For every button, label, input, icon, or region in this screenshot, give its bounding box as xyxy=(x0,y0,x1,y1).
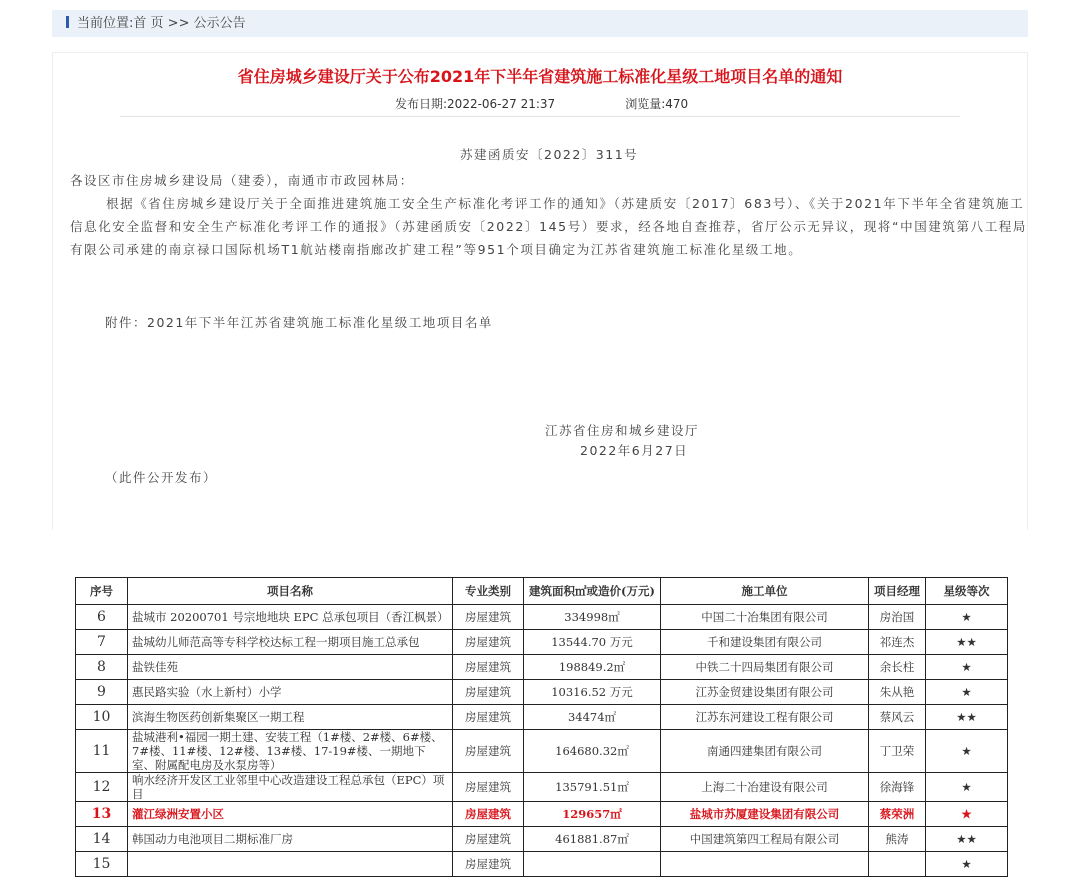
signer: 江苏省住房和城乡建设厅 xyxy=(545,423,700,438)
project-manager-cell: 房治国 xyxy=(869,605,926,630)
view-count: 浏览量:470 xyxy=(625,97,689,111)
row-number-cell: 15 xyxy=(76,852,128,877)
project-name-cell: 韩国动力电池项目二期标准厂房 xyxy=(128,827,453,852)
area-or-cost-cell: 198849.2㎡ xyxy=(524,655,661,680)
breadcrumb-current-link[interactable]: 公示公告 xyxy=(193,16,246,31)
table-row xyxy=(76,852,1008,877)
area-or-cost-cell: 461881.87㎡ xyxy=(524,827,661,852)
doc-number: 苏建函质安〔2022〕311号 xyxy=(460,147,639,162)
table-row xyxy=(76,630,1008,655)
project-manager-cell: 熊涛 xyxy=(869,827,926,852)
area-or-cost-cell: 129657㎡ xyxy=(524,802,661,827)
category-cell: 房屋建筑 xyxy=(453,705,524,730)
category-cell: 房屋建筑 xyxy=(453,730,524,773)
breadcrumb-marker-icon xyxy=(66,16,69,28)
row-number-cell: 10 xyxy=(76,705,128,730)
column-header: 专业类别 xyxy=(453,578,524,605)
row-number-cell: 7 xyxy=(76,630,128,655)
table-row xyxy=(76,705,1008,730)
page-title: 省住房城乡建设厅关于公布2021年下半年省建筑施工标准化星级工地项目名单的通知 xyxy=(237,67,843,86)
row-number-cell: 12 xyxy=(76,773,128,802)
table-row xyxy=(76,773,1008,802)
area-or-cost-cell: 164680.32㎡ xyxy=(524,730,661,773)
row-number-cell: 11 xyxy=(76,730,128,773)
project-manager-cell: 祁连杰 xyxy=(869,630,926,655)
sign-date: 2022年6月27日 xyxy=(580,443,689,458)
project-name-cell: 灌江绿洲安置小区 xyxy=(128,802,453,827)
contractor-cell: 中铁二十四局集团有限公司 xyxy=(661,655,869,680)
contractor-cell: 中国二十冶集团有限公司 xyxy=(661,605,869,630)
project-table xyxy=(75,577,1008,877)
project-name-cell: 滨海生物医药创新集聚区一期工程 xyxy=(128,705,453,730)
contractor-cell: 盐城市苏厦建设集团有限公司 xyxy=(661,802,869,827)
project-manager-cell xyxy=(869,852,926,877)
category-cell: 房屋建筑 xyxy=(453,630,524,655)
contractor-cell: 千和建设集团有限公司 xyxy=(661,630,869,655)
star-rating-cell: ★ xyxy=(926,605,1008,630)
star-rating-cell: ★★ xyxy=(926,630,1008,655)
category-cell: 房屋建筑 xyxy=(453,605,524,630)
article-panel xyxy=(52,52,1028,530)
contractor-cell: 南通四建集团有限公司 xyxy=(661,730,869,773)
contractor-cell xyxy=(661,852,869,877)
breadcrumb: 当前位置:首 页 >> 公示公告 xyxy=(52,10,1028,37)
project-name-cell xyxy=(128,852,453,877)
project-manager-cell: 蔡荣洲 xyxy=(869,802,926,827)
star-rating-cell: ★ xyxy=(926,730,1008,773)
star-rating-cell: ★ xyxy=(926,655,1008,680)
category-cell: 房屋建筑 xyxy=(453,827,524,852)
contractor-cell: 江苏东河建设工程有限公司 xyxy=(661,705,869,730)
row-number-cell: 13 xyxy=(76,802,128,827)
project-manager-cell: 蔡风云 xyxy=(869,705,926,730)
project-manager-cell: 丁卫荣 xyxy=(869,730,926,773)
star-rating-cell: ★★ xyxy=(926,705,1008,730)
project-name-cell: 盐铁佳苑 xyxy=(128,655,453,680)
star-rating-cell: ★ xyxy=(926,852,1008,877)
area-or-cost-cell: 334998㎡ xyxy=(524,605,661,630)
column-header: 星级等次 xyxy=(926,578,1008,605)
area-or-cost-cell: 10316.52 万元 xyxy=(524,680,661,705)
table-row xyxy=(76,827,1008,852)
area-or-cost-cell: 135791.51㎡ xyxy=(524,773,661,802)
article-meta xyxy=(395,95,758,112)
project-name-cell: 惠民路实验（水上新村）小学 xyxy=(128,680,453,705)
column-header: 项目名称 xyxy=(128,578,453,605)
category-cell: 房屋建筑 xyxy=(453,773,524,802)
contractor-cell: 中国建筑第四工程局有限公司 xyxy=(661,827,869,852)
salutation: 各设区市住房城乡建设局（建委），南通市市政园林局： xyxy=(70,173,414,188)
star-rating-cell: ★ xyxy=(926,802,1008,827)
column-header: 施工单位 xyxy=(661,578,869,605)
publish-date: 发布日期:2022-06-27 21:37 xyxy=(395,97,556,111)
project-manager-cell: 朱从艳 xyxy=(869,680,926,705)
project-name-cell: 盐城港利•福园一期土建、安装工程（1#楼、2#楼、6#楼、7#楼、11#楼、12#楼、13#楼、17-19#楼、一期地下室、附属配电房及水泵房等） xyxy=(128,730,453,773)
table-row xyxy=(76,655,1008,680)
column-header: 项目经理 xyxy=(869,578,926,605)
category-cell: 房屋建筑 xyxy=(453,802,524,827)
star-rating-cell: ★ xyxy=(926,680,1008,705)
attachment-link[interactable]: 附件：2021年下半年江苏省建筑施工标准化星级工地项目名单 xyxy=(105,315,493,330)
table-row xyxy=(76,605,1008,630)
category-cell: 房屋建筑 xyxy=(453,852,524,877)
row-number-cell: 6 xyxy=(76,605,128,630)
contractor-cell: 上海二十冶建设有限公司 xyxy=(661,773,869,802)
row-number-cell: 8 xyxy=(76,655,128,680)
table-row xyxy=(76,680,1008,705)
article-body: 根据《省住房城乡建设厅关于全面推进建筑施工安全生产标准化考评工作的通知》（苏建质安〔2017〕683号）、《关于2021年下半年全省建筑施工信息化安全监督和安全生产标准化考评工作的通报》（苏建函质安〔2022〕145号）要求，经各地自查推荐，省厅公示无异议，现将“中国建筑第八工程局有限公司承建的南京禄口国际机场T1航站楼南指廊改扩建工程”等951个项目确定为江苏省建筑施工标准化星级工地。 xyxy=(70,196,1027,257)
row-number-cell: 9 xyxy=(76,680,128,705)
area-or-cost-cell xyxy=(524,852,661,877)
table-row xyxy=(76,730,1008,773)
project-name-cell: 盐城市 20200701 号宗地地块 EPC 总承包项目（香江枫景） xyxy=(128,605,453,630)
project-name-cell: 响水经济开发区工业邻里中心改造建设工程总承包（EPC）项目 xyxy=(128,773,453,802)
publish-note: （此件公开发布） xyxy=(105,470,218,485)
project-manager-cell: 徐海锋 xyxy=(869,773,926,802)
project-name-cell: 盐城幼儿师范高等专科学校达标工程一期项目施工总承包 xyxy=(128,630,453,655)
column-header: 建筑面积㎡或造价(万元) xyxy=(524,578,661,605)
star-rating-cell: ★★ xyxy=(926,827,1008,852)
project-manager-cell: 余长柱 xyxy=(869,655,926,680)
star-rating-cell: ★ xyxy=(926,773,1008,802)
area-or-cost-cell: 13544.70 万元 xyxy=(524,630,661,655)
area-or-cost-cell: 34474㎡ xyxy=(524,705,661,730)
category-cell: 房屋建筑 xyxy=(453,655,524,680)
column-header: 序号 xyxy=(76,578,128,605)
divider xyxy=(120,116,960,117)
row-number-cell: 14 xyxy=(76,827,128,852)
contractor-cell: 江苏金贸建设集团有限公司 xyxy=(661,680,869,705)
breadcrumb-home-link[interactable]: 首 页 xyxy=(133,16,164,31)
table-row xyxy=(76,802,1008,827)
category-cell: 房屋建筑 xyxy=(453,680,524,705)
